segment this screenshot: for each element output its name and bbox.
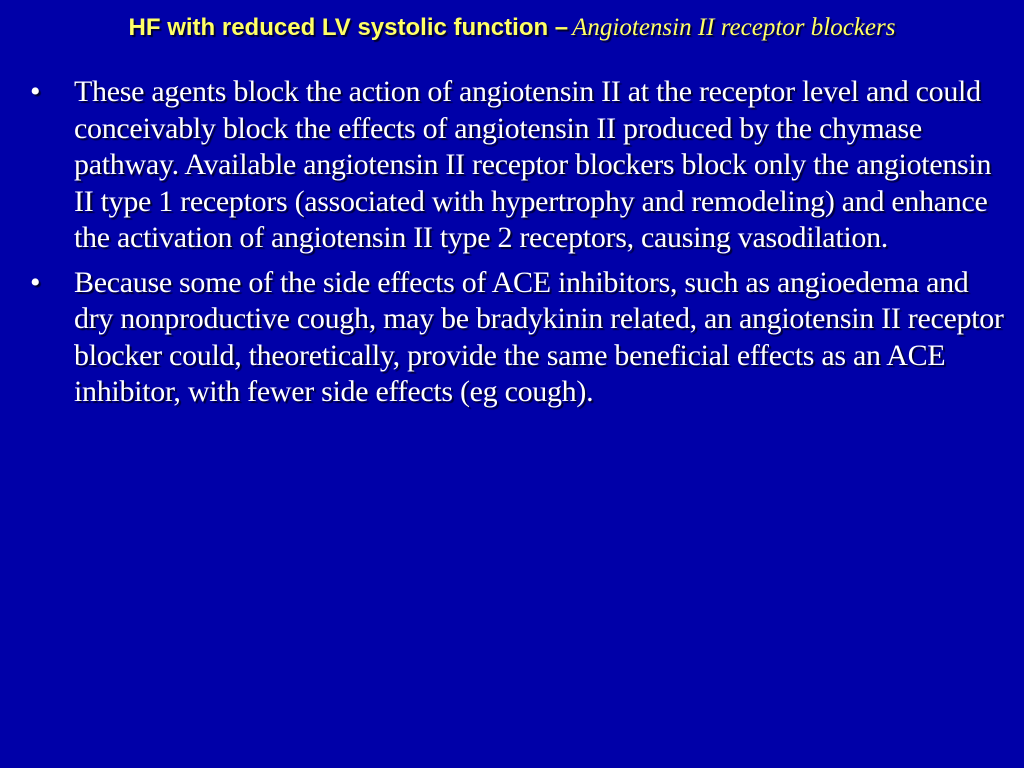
slide-title-main: HF with reduced LV systolic function – [128, 14, 569, 41]
slide-title-subtitle: Angiotensin II receptor blockers [572, 14, 896, 41]
bullet-text: These agents block the action of angiotensin II at the receptor level and could conceivably block the effects of angiotensin II produced by the chymase pathway. Available angiotensin II receptor blockers block only the angiotensin II type 1 receptors (associated with hypertrophy and remodeling) and enhance the activation of angiotensin II type 2 receptors, causing vasodilation. [74, 75, 992, 254]
bullet-icon: • [30, 75, 41, 108]
bullet-item [30, 74, 1006, 257]
slide-title [0, 14, 1024, 42]
bullet-text: Because some of the side effects of ACE inhibitors, such as angioedema and dry nonproductive cough, may be bradykinin related, an angiotensin II receptor blocker could, theoretically, provide the same beneficial effects as an ACE inhibitor, with fewer side effects (eg cough). [74, 265, 1004, 408]
bullet-item [30, 265, 1006, 411]
bullet-list [30, 74, 1006, 419]
bullet-icon: • [30, 265, 41, 299]
